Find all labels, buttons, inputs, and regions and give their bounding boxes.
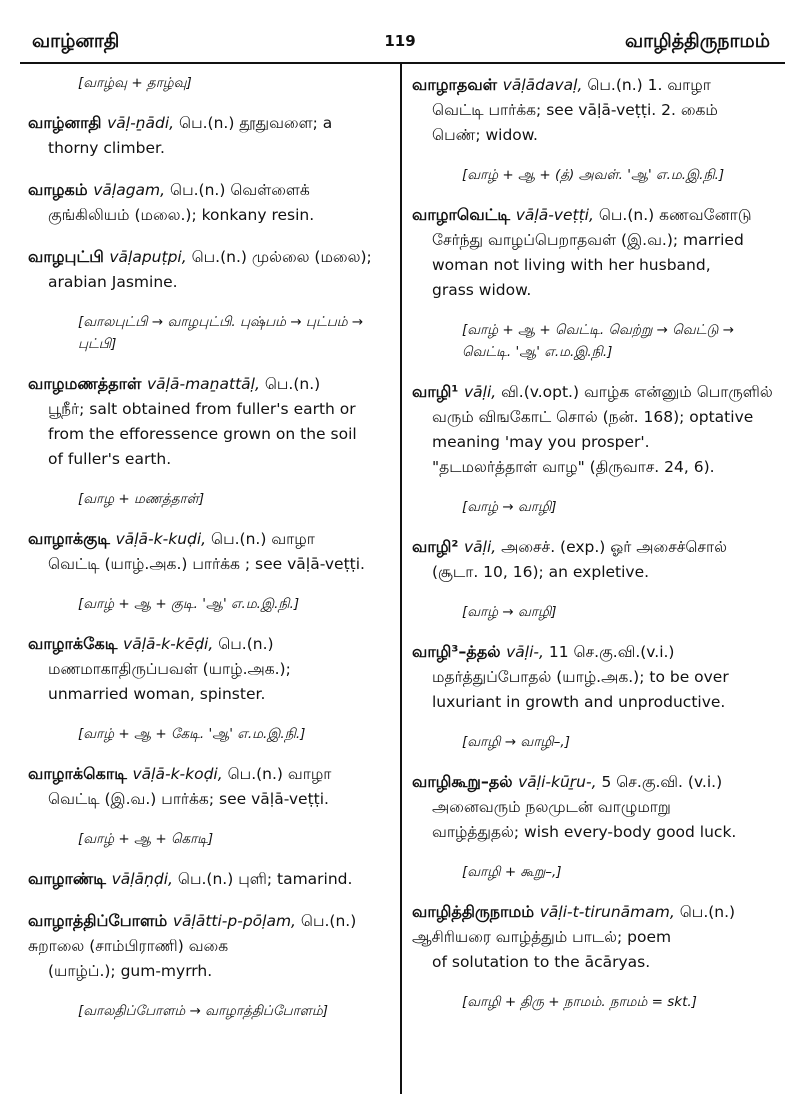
etymology-note bbox=[462, 164, 784, 186]
headword: வாழி¹ bbox=[412, 382, 464, 401]
dictionary-entry bbox=[412, 769, 784, 845]
column-divider bbox=[400, 64, 402, 1094]
transliteration: vāḷi-t-tirunāmam, bbox=[539, 903, 680, 921]
definition-line: grass widow. bbox=[432, 281, 532, 299]
entry-first-line bbox=[28, 177, 393, 203]
definition-line: மதர்த்துப்போதல் (யாழ்.அக.); to be over bbox=[432, 668, 729, 686]
entry-first-line bbox=[412, 899, 784, 950]
transliteration: vāḷi-kūṟu-, bbox=[518, 773, 602, 791]
etymology-note bbox=[78, 828, 393, 850]
definition-text: 11 செ.கு.வி.(v.i.) bbox=[548, 643, 675, 661]
definition-line: பெண்; widow. bbox=[432, 126, 538, 144]
page-number: 119 bbox=[384, 32, 416, 50]
header-left-guideword: வாழ்னாதி bbox=[32, 30, 120, 52]
entry-first-line bbox=[28, 371, 393, 397]
transliteration: vāḷā-k-kēḍi, bbox=[123, 635, 219, 653]
definition-text: பெ.(n.) bbox=[218, 635, 274, 653]
etymology-note bbox=[462, 731, 784, 753]
definition-text: பெ.(n.) வெள்ளைக் bbox=[170, 181, 310, 199]
etymology-note bbox=[462, 991, 784, 1013]
etymology-line: [வாழ + மணத்தாள்] bbox=[78, 491, 205, 507]
definition-line: வரும் விஙகோட் சொல் (நன். 168); optative bbox=[432, 408, 754, 426]
entry-first-line bbox=[28, 631, 393, 657]
headword: வாழித்திருநாமம் bbox=[412, 902, 540, 921]
etymology-line: [வாழ் + ஆ + கொடி] bbox=[78, 831, 214, 847]
transliteration: vāḷā-k-kuḍi, bbox=[115, 530, 212, 548]
etymology-line: [வாழ்வு + தாழ்வு] bbox=[78, 75, 192, 91]
entry-first-line bbox=[28, 908, 393, 959]
dictionary-entry bbox=[28, 110, 393, 161]
dictionary-entry bbox=[28, 631, 393, 707]
definition-text: பெ.(n.) bbox=[264, 375, 321, 393]
etymology-line: வெட்டி. 'ஆ' எ.ம.இ.நி.] bbox=[462, 344, 613, 360]
definition-line: luxuriant in growth and unproductive. bbox=[432, 693, 726, 711]
transliteration: vāḷādavaḷ, bbox=[502, 76, 588, 94]
definition-text: பெ.(n.) கணவனோடு bbox=[598, 206, 752, 224]
definition-line: வாழ்த்துதல்; wish every-body good luck. bbox=[432, 823, 737, 841]
transliteration: vāḷā-maṉattāḷ, bbox=[147, 375, 265, 393]
headword: வாழாண்டி bbox=[28, 869, 112, 888]
entry-first-line bbox=[28, 526, 393, 552]
transliteration: vāḷagam, bbox=[93, 181, 171, 199]
headword: வாழி² bbox=[412, 537, 464, 556]
entry-first-line bbox=[28, 761, 393, 787]
etymology-line: [வாழி + திரு + நாமம். நாமம் = skt.] bbox=[462, 994, 697, 1010]
entry-first-line bbox=[412, 534, 784, 560]
definition-text: பெ.(n.) வாழா bbox=[211, 530, 315, 548]
definition-text: பெ.(n.) வாழா bbox=[227, 765, 332, 783]
definition-line: "தடமலர்த்தாள் வாழ" (திருவாச. 24, 6). bbox=[432, 458, 715, 476]
transliteration: vāḷi-, bbox=[506, 643, 549, 661]
etymology-line: [வாழ் + ஆ + குடி. 'ஆ' எ.ம.இ.நி.] bbox=[78, 596, 300, 612]
transliteration: vāḷapuṭpi, bbox=[109, 248, 192, 266]
etymology-line: [வாலபுட்பி → வாழபுட்பி. புஷ்பம் → புட்பம் → bbox=[78, 314, 364, 330]
etymology-note bbox=[462, 601, 784, 623]
headword: வாழிகூறு–தல் bbox=[412, 772, 519, 791]
definition-line: குங்கிலியம் (மலை.); konkany resin. bbox=[48, 206, 315, 224]
dictionary-entry bbox=[412, 639, 784, 715]
etymology-line: [வாழ் → வாழி] bbox=[462, 499, 557, 515]
entry-first-line bbox=[28, 244, 393, 270]
etymology-note bbox=[78, 72, 393, 94]
etymology-note bbox=[462, 319, 784, 363]
dictionary-entry bbox=[28, 866, 393, 892]
transliteration: vāḷāṇḍi, bbox=[111, 870, 178, 888]
definition-text: வி.(v.opt.) வாழ்க என்னும் பொருளில் bbox=[501, 383, 773, 401]
etymology-note bbox=[78, 593, 393, 615]
definition-line: of solutation to the ācāryas. bbox=[432, 953, 651, 971]
definition-line: வெட்டி பார்க்க; see vāḷā-veṭṭi. 2. கைம் bbox=[432, 101, 718, 119]
headword: வாழாக்கேடி bbox=[28, 634, 124, 653]
dictionary-entry bbox=[28, 244, 393, 295]
definition-text: அசைச். (exp.) ஓர் அசைச்சொல் bbox=[501, 538, 727, 556]
right-column bbox=[412, 72, 784, 1029]
header-rule bbox=[20, 62, 785, 64]
etymology-note bbox=[78, 723, 393, 745]
etymology-line: [வாழி + கூறு–,] bbox=[462, 864, 562, 880]
definition-line: (சூடா. 10, 16); an expletive. bbox=[432, 563, 650, 581]
transliteration: vāḷā-veṭṭi, bbox=[515, 206, 599, 224]
dictionary-entry bbox=[412, 379, 784, 480]
definition-line: meaning 'may you prosper'. bbox=[432, 433, 650, 451]
left-column bbox=[28, 72, 393, 1038]
etymology-note bbox=[78, 1000, 393, 1022]
dictionary-entry bbox=[412, 72, 784, 148]
dictionary-entry bbox=[412, 899, 784, 975]
definition-text: பெ.(n.) புளி; tamarind. bbox=[177, 870, 353, 888]
transliteration: vāḷi, bbox=[464, 383, 502, 401]
headword: வாழாத்திப்போளம் bbox=[28, 911, 173, 930]
dictionary-entry bbox=[412, 534, 784, 585]
entry-first-line bbox=[412, 202, 784, 228]
header-right-guideword: வாழித்திருநாமம் bbox=[624, 30, 770, 52]
definition-line: அனைவரும் நலமுடன் வாழுமாறு bbox=[432, 798, 671, 816]
entry-first-line bbox=[28, 866, 393, 892]
headword: வாழாவெட்டி bbox=[412, 205, 516, 224]
definition-text: 5 செ.கு.வி. (v.i.) bbox=[601, 773, 723, 791]
page-header bbox=[0, 0, 800, 58]
etymology-note bbox=[462, 861, 784, 883]
definition-line: unmarried woman, spinster. bbox=[48, 685, 266, 703]
etymology-line: [வாழ் + ஆ + கேடி. 'ஆ' எ.ம.இ.நி.] bbox=[78, 726, 306, 742]
definition-text: பெ.(n.) தூதுவளை; a bbox=[179, 114, 333, 132]
definition-line: woman not living with her husband, bbox=[432, 256, 711, 274]
definition-line: வெட்டி (இ.வ.) பார்க்க; see vāḷā-veṭṭi. bbox=[48, 790, 329, 808]
definition-line: thorny climber. bbox=[48, 139, 165, 157]
headword: வாழாக்குடி bbox=[28, 529, 116, 548]
etymology-note bbox=[462, 496, 784, 518]
etymology-line: [வாலதிப்போளம் → வாழாத்திப்போளம்] bbox=[78, 1003, 328, 1019]
transliteration: vāḷi, bbox=[464, 538, 502, 556]
etymology-line: [வாழ் → வாழி] bbox=[462, 604, 557, 620]
definition-line: from the efforessence grown on the soil bbox=[48, 425, 357, 443]
headword: வாழகம் bbox=[28, 180, 94, 199]
definition-line: பூநீர்; salt obtained from fuller's earth or bbox=[48, 400, 356, 418]
etymology-note bbox=[78, 311, 393, 355]
dictionary-entry bbox=[28, 908, 393, 984]
etymology-note bbox=[78, 488, 393, 510]
entry-first-line bbox=[28, 110, 393, 136]
dictionary-entry bbox=[28, 177, 393, 228]
headword: வாழபுட்பி bbox=[28, 247, 110, 266]
headword: வாழ்னாதி bbox=[28, 113, 108, 132]
transliteration: vāḷ-ṉādi, bbox=[107, 114, 180, 132]
entry-first-line bbox=[412, 639, 784, 665]
transliteration: vāḷātti-p-pōḷam, bbox=[172, 912, 301, 930]
definition-line: arabian Jasmine. bbox=[48, 273, 178, 291]
definition-text: பெ.(n.) சுறாலை (சாம்பிராணி) வகை bbox=[28, 912, 357, 955]
definition-line: மணமாகாதிருப்பவள் (யாழ்.அக.); bbox=[48, 660, 291, 678]
entry-first-line bbox=[412, 379, 784, 405]
definition-line: வெட்டி (யாழ்.அக.) பார்க்க ; see vāḷā-veṭṭi. bbox=[48, 555, 365, 573]
etymology-line: [வாழ் + ஆ + (த்) அவள். 'ஆ' எ.ம.இ.நி.] bbox=[462, 167, 725, 183]
dictionary-entry bbox=[412, 202, 784, 303]
dictionary-entry bbox=[28, 526, 393, 577]
definition-line: சேர்ந்து வாழப்பெறாதவள் (இ.வ.); married bbox=[432, 231, 744, 249]
headword: வாழி³–த்தல் bbox=[412, 642, 507, 661]
transliteration: vāḷā-k-koḍi, bbox=[132, 765, 228, 783]
definition-text: பெ.(n.) முல்லை (மலை); bbox=[191, 248, 372, 266]
etymology-line: [வாழி → வாழி–,] bbox=[462, 734, 570, 750]
headword: வாழாதவள் bbox=[412, 75, 503, 94]
entry-first-line bbox=[412, 769, 784, 795]
dictionary-entry bbox=[28, 371, 393, 472]
definition-text: பெ.(n.) 1. வாழா bbox=[587, 76, 711, 94]
dictionary-entry bbox=[28, 761, 393, 812]
headword: வாழாக்கொடி bbox=[28, 764, 133, 783]
etymology-line: [வாழ் + ஆ + வெட்டி. வெற்று → வெட்டு → bbox=[462, 322, 735, 338]
headword: வாழமணத்தாள் bbox=[28, 374, 147, 393]
definition-text: பெ.(n.) ஆசிரியரை வாழ்த்தும் பாடல்; poem bbox=[412, 903, 736, 946]
definition-line: (யாழ்ப்.); gum-myrrh. bbox=[48, 962, 213, 980]
etymology-line: புட்பி] bbox=[78, 336, 117, 352]
entry-first-line bbox=[412, 72, 784, 98]
definition-line: of fuller's earth. bbox=[48, 450, 172, 468]
